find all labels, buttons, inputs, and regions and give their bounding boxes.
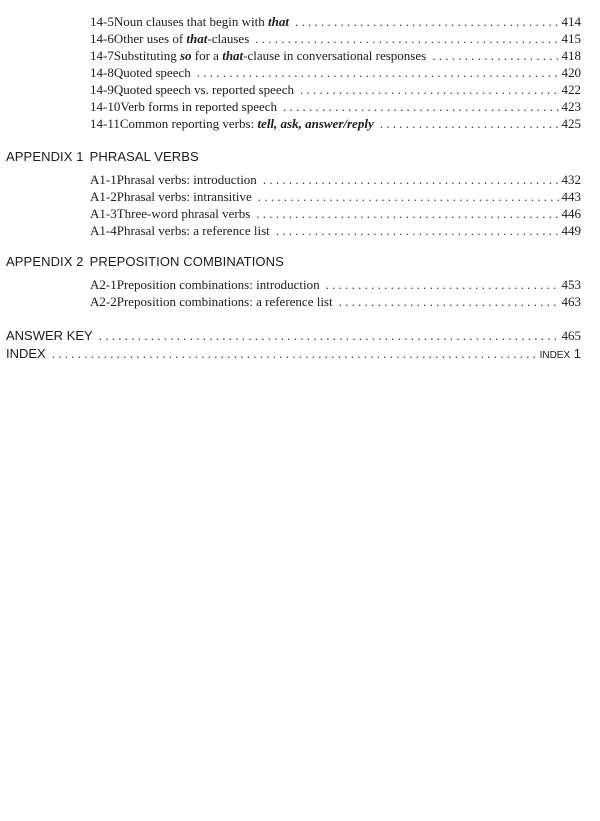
toc-entry-a2-2[interactable] [90, 294, 581, 310]
appendix-label: APPENDIX 2 [6, 254, 84, 269]
toc-entry-14-6[interactable] [90, 31, 581, 47]
toc-entry-a1-2[interactable] [90, 189, 581, 205]
toc-entry-a1-3[interactable] [90, 206, 581, 222]
entry-page: 415 [561, 31, 581, 46]
entry-title: Substituting so for a that-clause in conversational responses [113, 48, 427, 63]
toc-entry-a1-4[interactable] [90, 223, 581, 239]
toc-entry-14-5[interactable] [90, 14, 581, 30]
dot-leader [326, 277, 559, 293]
entry-page: 432 [561, 172, 581, 187]
entry-title: Noun clauses that begin with that [113, 14, 289, 29]
entry-page: 414 [561, 14, 581, 29]
appendix-title: PREPOSITION COMBINATIONS [89, 254, 284, 269]
toc-entry-14-10[interactable] [90, 99, 581, 115]
entry-title: Quoted speech [113, 65, 191, 80]
entry-page: 453 [561, 277, 581, 292]
entry-title: Quoted speech vs. reported speech [113, 82, 294, 97]
entry-number: 14-6 [90, 31, 114, 46]
toc-entry-answer-key[interactable] [6, 328, 581, 344]
entry-number: 14-9 [90, 82, 114, 97]
entry-number: A2-1 [90, 277, 117, 292]
entry-title: Phrasal verbs: a reference list [116, 223, 270, 238]
dot-leader [255, 31, 558, 47]
entry-number: 14-7 [90, 48, 114, 63]
entry-title: Phrasal verbs: introduction [116, 172, 257, 187]
entry-title: Common reporting verbs: tell, ask, answer/reply [119, 116, 374, 131]
entry-title: Three-word phrasal verbs [116, 206, 251, 221]
toc-entry-a2-1[interactable] [90, 277, 581, 293]
appendix-title: PHRASAL VERBS [89, 149, 199, 164]
entry-title: Preposition combinations: a reference list [116, 294, 333, 309]
toc-entry-14-7[interactable] [90, 48, 581, 64]
entry-number: A1-2 [90, 189, 117, 204]
entry-number: A1-1 [90, 172, 117, 187]
entry-number: A1-3 [90, 206, 117, 221]
entry-page: 425 [561, 116, 581, 131]
dot-leader [256, 206, 558, 222]
answer-key-label: ANSWER KEY [6, 328, 93, 343]
entry-page: 418 [561, 48, 581, 63]
entry-page: 463 [561, 294, 581, 309]
entry-page: 422 [561, 82, 581, 97]
dot-leader [339, 294, 559, 310]
entry-title: Phrasal verbs: intransitive [116, 189, 252, 204]
entry-page: 465 [561, 328, 581, 343]
entry-page: 443 [561, 189, 581, 204]
index-label: INDEX [6, 346, 46, 361]
toc-entry-index[interactable] [6, 346, 581, 364]
toc-entry-14-8[interactable] [90, 65, 581, 81]
dot-leader [432, 48, 558, 64]
dot-leader [276, 223, 559, 239]
entry-number: 14-10 [90, 99, 121, 114]
dot-leader [258, 189, 559, 205]
dot-leader [99, 328, 559, 344]
appendix-label: APPENDIX 1 [6, 149, 84, 164]
dot-leader [380, 116, 559, 132]
entry-title: Other uses of that-clauses [113, 31, 250, 46]
dot-leader [263, 172, 559, 188]
toc-entry-14-9[interactable] [90, 82, 581, 98]
dot-leader [283, 99, 558, 115]
entry-page: 449 [561, 223, 581, 238]
index-page-number: 1 [573, 346, 581, 361]
dot-leader [52, 346, 537, 362]
dot-leader [197, 65, 559, 81]
entry-number: 14-8 [90, 65, 114, 80]
entry-page: 423 [561, 99, 581, 114]
entry-page [540, 346, 581, 364]
appendix-1-heading[interactable] [6, 149, 199, 164]
toc-entry-a1-1[interactable] [90, 172, 581, 188]
entry-number: A1-4 [90, 223, 117, 238]
appendix-2-heading[interactable] [6, 254, 284, 269]
entry-title: Verb forms in reported speech [120, 99, 278, 114]
toc-entry-14-11[interactable] [90, 116, 581, 132]
entry-page: 420 [561, 65, 581, 80]
entry-number: 14-5 [90, 14, 114, 29]
index-page-prefix: INDEX [539, 350, 571, 361]
entry-number: A2-2 [90, 294, 117, 309]
entry-page: 446 [561, 206, 581, 221]
entry-number: 14-11 [90, 116, 120, 131]
entry-title: Preposition combinations: introduction [116, 277, 320, 292]
dot-leader [295, 14, 559, 30]
dot-leader [300, 82, 559, 98]
